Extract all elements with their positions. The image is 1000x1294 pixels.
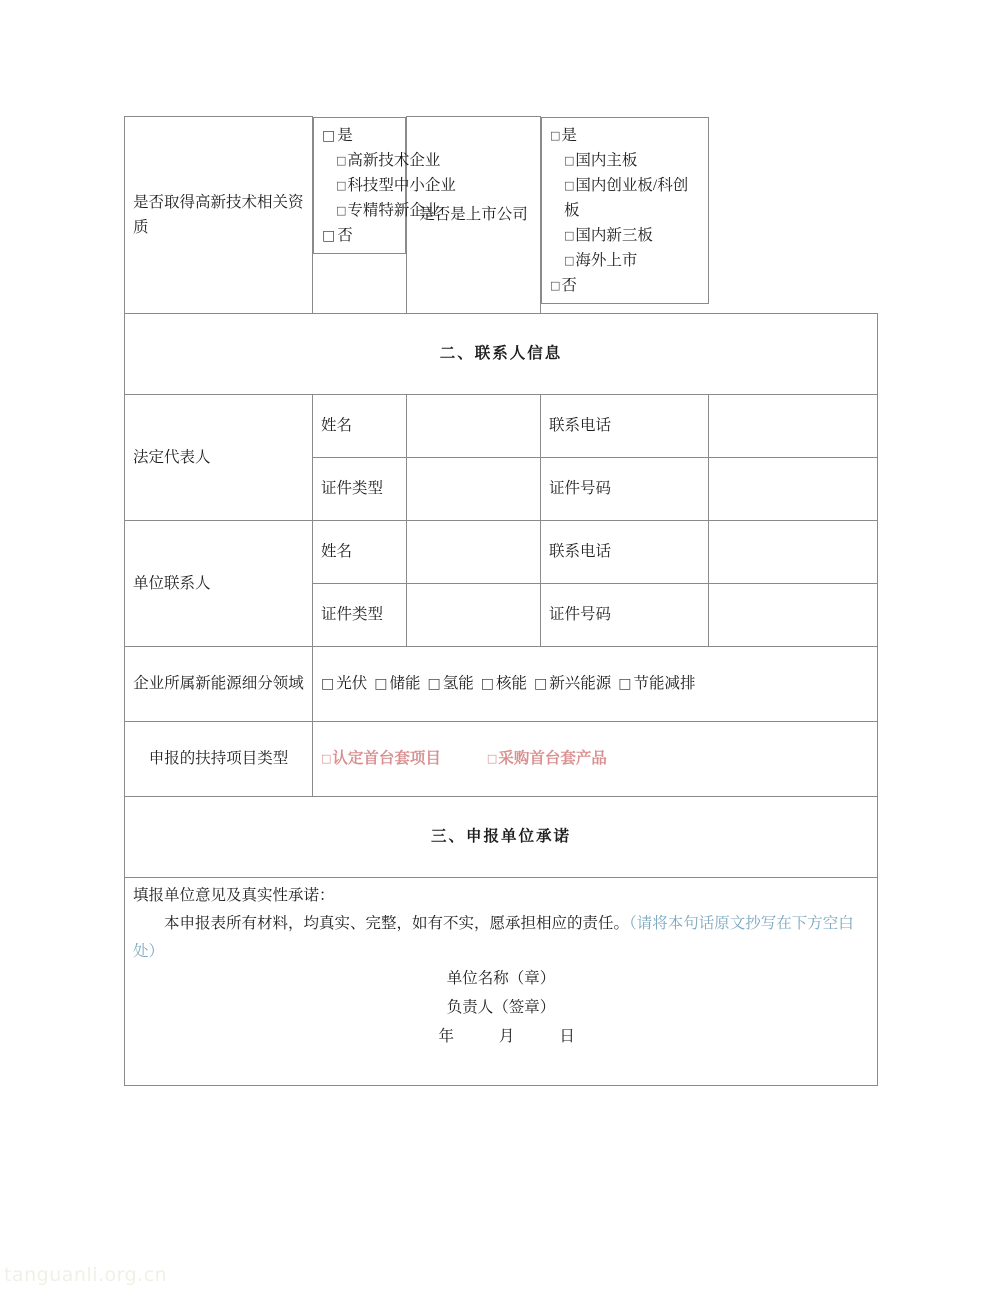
cell-unit-contact-idtype-label: 证件类型: [313, 584, 407, 647]
commitment-statement: [133, 910, 869, 965]
section-header-commitment: [125, 797, 878, 878]
cell-listed-options: [541, 117, 709, 305]
cell-legal-rep-idtype-label: 证件类型: [313, 458, 407, 521]
checkbox-option-listed-yes[interactable]: [550, 123, 700, 148]
checkbox-option-main-board[interactable]: [550, 148, 700, 173]
cell-legal-rep-idno-label: 证件号码: [541, 458, 709, 521]
checkbox-icon[interactable]: □: [486, 752, 498, 766]
checkbox-icon[interactable]: □: [564, 254, 575, 268]
cell-legal-rep-phone-label: 联系电话: [541, 395, 709, 458]
option-label: 海外上市: [575, 252, 638, 270]
site-watermark: tanguanli.org.cn: [4, 1264, 168, 1286]
checkbox-icon[interactable]: □: [480, 676, 494, 693]
legal-rep-label: 法定代表人: [133, 448, 211, 466]
field-legal-rep-phone-value[interactable]: [709, 395, 878, 458]
cell-unit-contact-name-label: 姓名: [313, 521, 407, 584]
checkbox-icon[interactable]: □: [374, 676, 388, 693]
option-label: 氢能: [442, 675, 474, 693]
cell-new-energy-label: [125, 647, 313, 722]
checkbox-icon[interactable]: □: [550, 128, 561, 142]
table-row-new-energy-field: [125, 647, 878, 722]
signature-block: [133, 965, 869, 1073]
checkbox-icon[interactable]: □: [550, 279, 561, 293]
section-title-commitment: 三、申报单位承诺: [125, 797, 878, 878]
checkbox-icon[interactable]: □: [534, 676, 548, 693]
cell-unit-contact-idno-label: 证件号码: [541, 584, 709, 647]
cell-project-type-options: [313, 722, 878, 797]
option-label: 高新技术企业: [347, 151, 441, 169]
checkbox-option-energy-saving[interactable]: [618, 675, 695, 692]
application-form-table: [124, 116, 878, 1086]
table-row-project-type: [125, 722, 878, 797]
option-label: 核能: [495, 675, 527, 693]
table-row-legal-rep-name: [125, 395, 878, 458]
commitment-note: （请将本句话原文抄写在下方空白处）: [133, 915, 854, 960]
field-unit-contact-phone-value[interactable]: [709, 521, 878, 584]
signature-unit-name: 单位名称（章）: [446, 970, 556, 988]
table-row-unit-contact-name: [125, 521, 878, 584]
option-label: 国内主板: [575, 151, 638, 169]
cell-project-type-label: [125, 722, 313, 797]
option-label: 是: [561, 126, 577, 144]
project-type-label: 申报的扶持项目类型: [148, 750, 289, 768]
listed-label: 是否是上市公司: [419, 206, 528, 224]
checkbox-icon[interactable]: □: [564, 228, 575, 242]
checkbox-icon[interactable]: □: [336, 178, 347, 192]
cell-new-energy-options: [313, 647, 878, 722]
checkbox-icon[interactable]: □: [321, 752, 332, 766]
option-label: 否: [561, 277, 577, 295]
field-unit-contact-idno-value[interactable]: [709, 584, 878, 647]
option-label: 光伏: [336, 675, 368, 693]
checkbox-option-overseas[interactable]: [550, 248, 700, 273]
signature-date: 年 月 日: [438, 1027, 580, 1045]
cell-legal-rep-label: [125, 395, 313, 521]
checkbox-option-photovoltaic[interactable]: [321, 675, 367, 692]
checkbox-option-listed-no[interactable]: [550, 273, 700, 298]
cell-unit-contact-phone-label: 联系电话: [541, 521, 709, 584]
field-legal-rep-idno-value[interactable]: [709, 458, 878, 521]
option-label: 否: [337, 226, 353, 244]
option-label: 采购首台套产品: [498, 750, 607, 768]
option-label: 国内新三板: [575, 226, 653, 244]
signature-responsible-person: 负责人（签章）: [446, 998, 556, 1016]
checkbox-option-certify-first-set[interactable]: [321, 750, 441, 767]
checkbox-icon[interactable]: □: [564, 178, 575, 192]
field-legal-rep-idtype-value[interactable]: [407, 458, 541, 521]
option-label: 节能减排: [633, 675, 696, 693]
checkbox-option-hydrogen[interactable]: [428, 675, 474, 692]
checkbox-option-emerging-energy[interactable]: [534, 675, 611, 692]
section-title-contacts: 二、联系人信息: [125, 314, 878, 395]
cell-listed-label: [407, 117, 541, 314]
commitment-statement-text: 本申报表所有材料，均真实、完整，如有不实，愿承担相应的责任。: [164, 915, 630, 933]
cell-unit-contact-label: [125, 521, 313, 647]
checkbox-option-hightech-no[interactable]: [322, 223, 397, 248]
cell-commitment-body: [125, 878, 878, 1086]
checkbox-option-hightech-yes[interactable]: [322, 123, 397, 148]
option-label: 专精特新企业: [347, 201, 441, 219]
table-row-qualification: [125, 117, 878, 314]
checkbox-option-hightech-enterprise[interactable]: [322, 148, 441, 173]
new-energy-option-group: [321, 675, 703, 692]
hightech-label: 是否取得高新技术相关资质: [133, 193, 304, 236]
new-energy-label: 企业所属新能源细分领域: [133, 675, 304, 693]
table-row-commitment-body: [125, 878, 878, 1086]
section-header-contacts: [125, 314, 878, 395]
option-label: 科技型中小企业: [347, 176, 456, 194]
checkbox-icon[interactable]: □: [618, 676, 632, 693]
checkbox-icon[interactable]: □: [427, 676, 441, 693]
cell-hightech-options: [313, 117, 456, 255]
checkbox-option-nuclear[interactable]: [481, 675, 527, 692]
checkbox-option-specialized-new[interactable]: [322, 198, 441, 223]
option-label: 储能: [389, 675, 421, 693]
option-label: 新兴能源: [549, 675, 612, 693]
checkbox-icon[interactable]: □: [336, 153, 347, 167]
cell-legal-rep-name-label: 姓名: [313, 395, 407, 458]
checkbox-icon[interactable]: □: [336, 203, 347, 217]
checkbox-option-neeq[interactable]: [550, 223, 700, 248]
checkbox-option-energy-storage[interactable]: [374, 675, 420, 692]
field-unit-contact-idtype-value[interactable]: [407, 584, 541, 647]
checkbox-icon[interactable]: □: [322, 227, 336, 244]
checkbox-icon[interactable]: □: [322, 127, 336, 144]
checkbox-option-chinext-star[interactable]: [550, 173, 700, 223]
project-type-option-group: [321, 750, 607, 767]
checkbox-option-purchase-first-set[interactable]: [487, 750, 607, 767]
cell-hightech-label: [125, 117, 313, 314]
unit-contact-label: 单位联系人: [133, 574, 211, 592]
checkbox-icon[interactable]: □: [564, 153, 575, 167]
commitment-heading: 填报单位意见及真实性承诺：: [133, 887, 335, 904]
checkbox-option-tech-sme[interactable]: [322, 173, 456, 198]
field-unit-contact-name-value[interactable]: [407, 521, 541, 584]
option-label: 国内创业板/科创板: [564, 176, 689, 219]
option-label: 认定首台套项目: [332, 750, 441, 768]
option-label: 是: [337, 126, 353, 144]
checkbox-icon[interactable]: □: [321, 676, 335, 693]
field-legal-rep-name-value[interactable]: [407, 395, 541, 458]
